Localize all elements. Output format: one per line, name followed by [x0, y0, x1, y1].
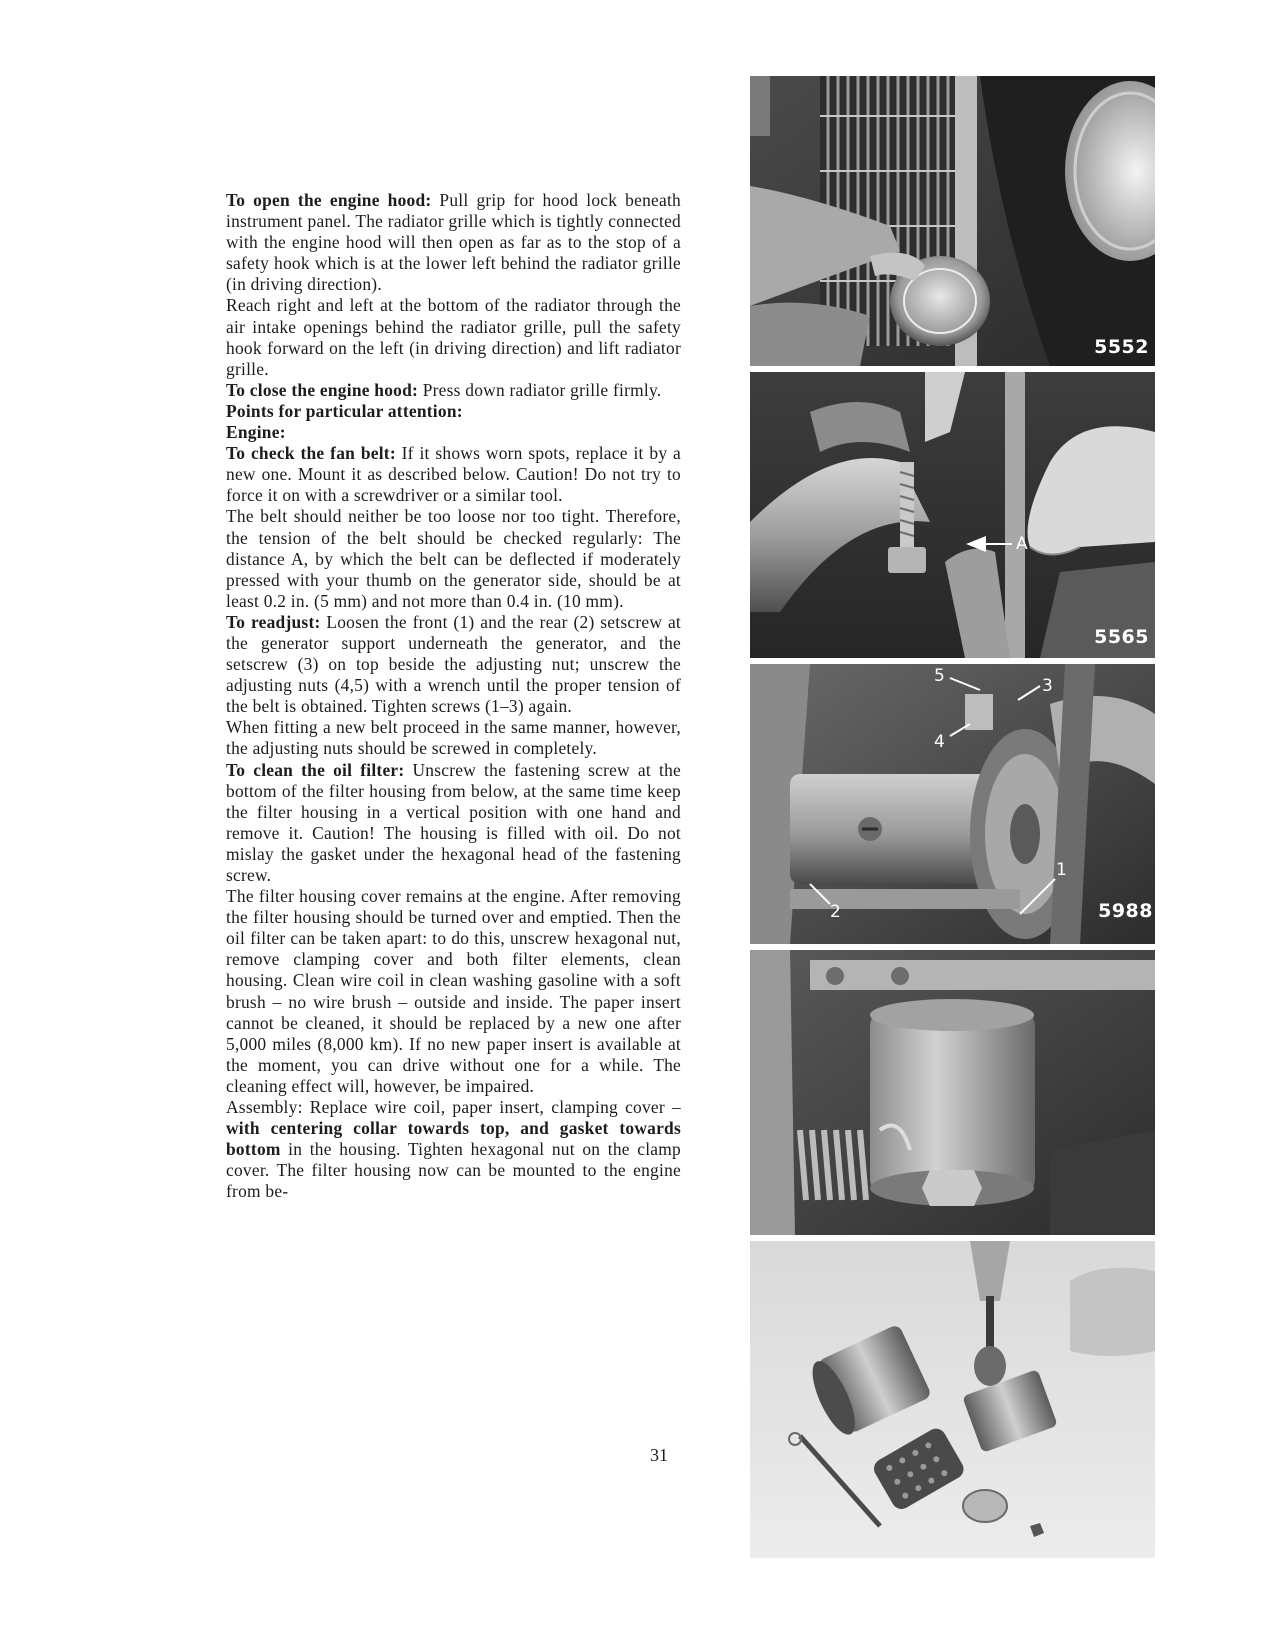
photo-generator-setscrews: [750, 664, 1155, 944]
heading-attention: Points for particular attention:: [226, 400, 463, 421]
photo-number-label: 5552: [1094, 336, 1149, 358]
callout-4: 4: [934, 732, 945, 752]
body-text: [226, 190, 681, 1203]
callout-2: 2: [830, 902, 841, 922]
photo-filter-parts: [750, 1241, 1155, 1558]
paragraph-filter-housing: The filter housing cover remains at the engine. After removing the filter housing should be turned over and emptied. Then the oil filter can be taken apart: to do this, unscrew hexagonal nut, remove clamping cover and both filter elements, clean housing. Clean wire coil in clean washing gasoline with a soft brush – no wire brush – outside and inside. The paper insert cannot be cleaned, it should be replaced by a new one after 5,000 miles (8,000 km). If no new paper insert is available at the moment, you can drive without one for a while. The cleaning effect will, however, be impaired.: [226, 886, 681, 1096]
paragraph-belt-tension: The belt should neither be too loose nor too tight. Therefore, the tension of the belt should be checked regularly: The distance A, by which the belt can be deflected if moderately pressed with your thumb on the generator side, should be at least 0.2 in. (5 mm) and not more than 0.4 in. (10 mm).: [226, 506, 681, 611]
clamping-cover-part: [963, 1490, 1007, 1522]
paragraph-new-belt: When fitting a new belt proceed in the same manner, however, the adjusting nuts should be screwed in completely.: [226, 717, 681, 759]
photo-oil-filter-housing: [750, 950, 1155, 1235]
photo-strip: [750, 76, 1155, 1558]
radiator-grille-image: [750, 76, 1155, 366]
photo-number-label: 5988: [1098, 900, 1153, 922]
paragraph-fan-belt: To check the fan belt: If it shows worn spots, replace it by a new one. Mount it as described below. Caution! Do not try to force it on with a screwdriver or a similar tool.: [226, 443, 681, 506]
callout-3: 3: [1042, 676, 1053, 696]
filter-can: [870, 999, 1035, 1206]
photo-number-label: 5565: [1094, 626, 1149, 648]
paragraph-assembly: Assembly: Replace wire coil, paper insert, clamping cover – with centering collar towards top, and gasket towards bottom in the housing. Tighten hexagonal nut on the clamp cover. The filter housing now can be mounted to the engine from be-: [226, 1097, 681, 1202]
photo-radiator-grille: [750, 76, 1155, 366]
paragraph-safety-hook: Reach right and left at the bottom of the radiator through the air intake openings behind the radiator grille, pull the safety hook forward on the left (in driving direction) and lift radiator grille.: [226, 295, 681, 379]
paragraph-readjust: To readjust: Loosen the front (1) and the rear (2) setscrew at the generator support underneath the generator, and the setscrew (3) on top beside the adjusting nut; unscrew the adjusting nuts (4,5) with a wrench until the proper tension of the belt is obtained. Tighten screws (1–3) again.: [226, 611, 681, 717]
paragraph-close-hood: To close the engine hood: Press down radiator grille firmly.: [226, 379, 662, 400]
paragraph-oil-filter: To clean the oil filter: Unscrew the fastening screw at the bottom of the filter housing from below, at the same time keep the filter housing in a vertical position with one hand and remove it. Caution! The housing is filled with oil. Do not mislay the gasket under the hexagonal head of the fastening screw.: [226, 759, 681, 885]
paragraph-open-hood: To open the engine hood: Pull grip for hood lock beneath instrument panel. The radiator grille which is tightly connected with the engine hood will then open as far as to the stop of a safety hook which is at the lower left behind the radiator grille (in driving direction).: [226, 190, 681, 295]
oil-filter-housing-image: [750, 950, 1155, 1235]
callout-1: 1: [1056, 860, 1067, 880]
filter-parts-image: [750, 1241, 1155, 1558]
callout-A: A: [1016, 534, 1028, 554]
callout-5: 5: [934, 666, 945, 686]
generator-setscrews-image: [750, 664, 1155, 944]
page-number: 31: [650, 1445, 668, 1465]
photo-fan-belt-check: [750, 372, 1155, 658]
heading-engine: Engine:: [226, 422, 286, 443]
fan-belt-check-image: [750, 372, 1155, 658]
